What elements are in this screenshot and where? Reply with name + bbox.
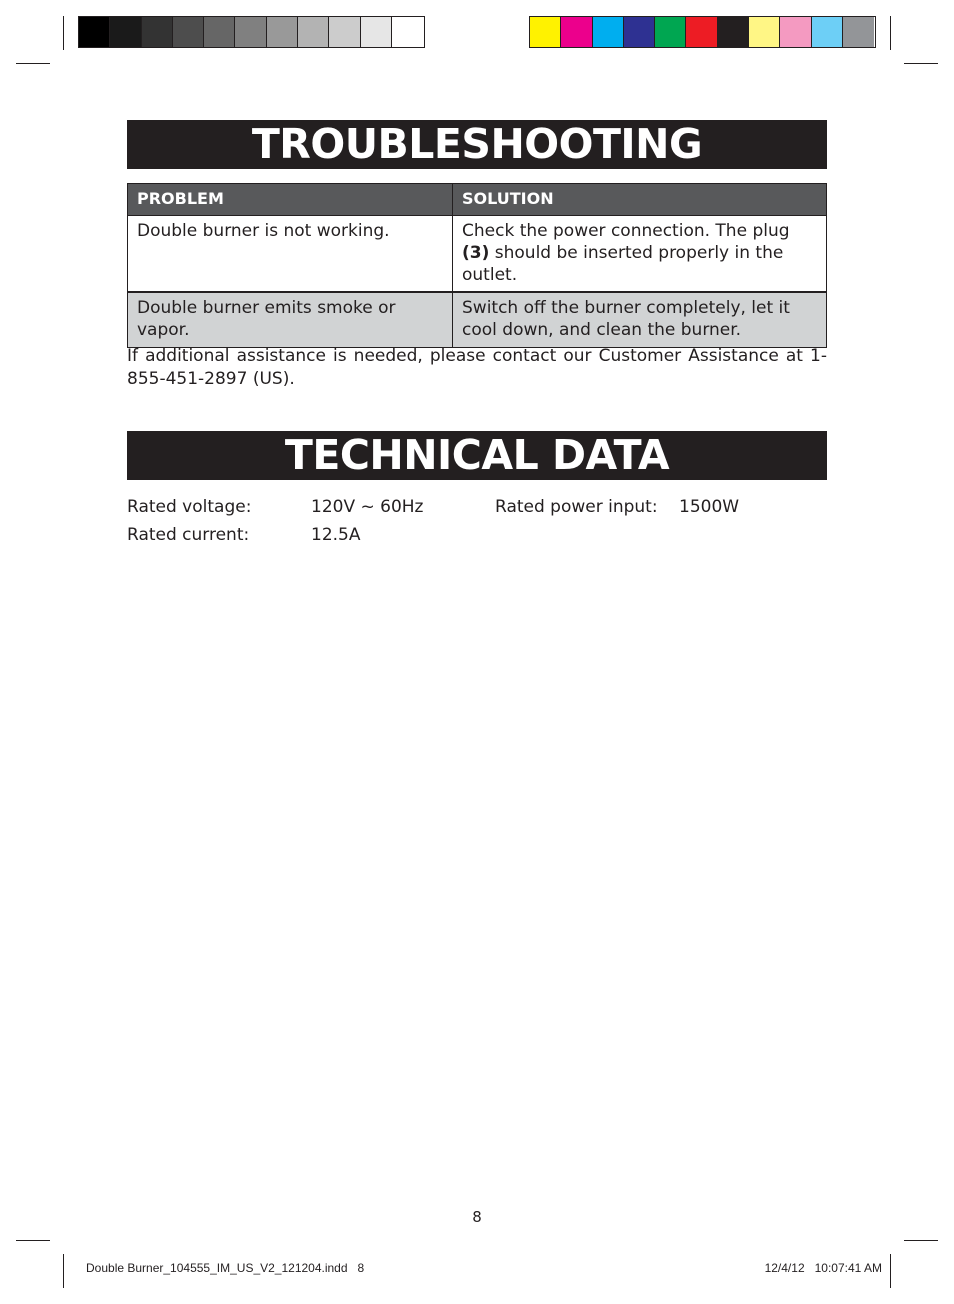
solution-cell: Switch off the burner completely, let it cool down, and clean the burner.	[453, 292, 827, 348]
color-swatch	[780, 17, 811, 47]
problem-cell: Double burner emits smoke or vapor.	[128, 292, 453, 348]
color-swatch	[361, 17, 392, 47]
footer-file-info: Double Burner_104555_IM_US_V2_121204.indd 8	[86, 1261, 365, 1275]
color-swatch	[843, 17, 874, 47]
color-swatch	[173, 17, 204, 47]
part-reference: (3)	[462, 243, 490, 263]
rated-voltage-label: Rated voltage:	[127, 497, 252, 517]
rated-voltage-value: 120V ~ 60Hz	[311, 497, 424, 517]
grayscale-color-bar	[78, 16, 425, 48]
color-swatch	[298, 17, 329, 47]
solution-header: SOLUTION	[453, 184, 827, 216]
color-swatch	[329, 17, 360, 47]
color-swatch	[267, 17, 298, 47]
color-swatch	[204, 17, 235, 47]
color-swatch	[142, 17, 173, 47]
color-swatch	[718, 17, 749, 47]
color-swatch	[624, 17, 655, 47]
crop-mark	[890, 1254, 891, 1288]
rated-current-label: Rated current:	[127, 525, 250, 545]
crop-mark	[16, 63, 50, 64]
color-swatch	[593, 17, 624, 47]
rated-power-label: Rated power input:	[495, 497, 658, 517]
crop-mark	[63, 1254, 64, 1288]
rated-power-value: 1500W	[679, 497, 740, 517]
process-color-bar	[529, 16, 876, 48]
color-swatch	[655, 17, 686, 47]
troubleshooting-table	[127, 183, 827, 348]
color-swatch	[686, 17, 717, 47]
color-swatch	[392, 17, 423, 47]
crop-mark	[904, 1240, 938, 1241]
color-swatch	[235, 17, 266, 47]
table-row	[128, 292, 827, 348]
page-number: 8	[472, 1208, 482, 1226]
troubleshooting-title: TROUBLESHOOTING	[127, 120, 827, 169]
color-swatch	[110, 17, 141, 47]
problem-cell: Double burner is not working.	[128, 216, 453, 293]
problem-header: PROBLEM	[128, 184, 453, 216]
assistance-paragraph: If additional assistance is needed, please contact our Customer Assistance at 1-855-451-2897 (US).	[127, 346, 827, 389]
color-swatch	[561, 17, 592, 47]
color-swatch	[749, 17, 780, 47]
crop-mark	[63, 16, 64, 50]
color-swatch	[812, 17, 843, 47]
crop-mark	[904, 63, 938, 64]
table-row	[128, 216, 827, 293]
color-swatch	[530, 17, 561, 47]
solution-cell	[453, 216, 827, 293]
rated-current-value: 12.5A	[311, 525, 361, 545]
footer-date: 12/4/12 10:07:41 AM	[764, 1261, 882, 1275]
crop-mark	[16, 1240, 50, 1241]
solution-text: Check the power connection. The plug	[462, 221, 790, 241]
technical-data-title: TECHNICAL DATA	[127, 431, 827, 480]
table-header-row	[128, 184, 827, 216]
crop-mark	[890, 16, 891, 50]
color-swatch	[79, 17, 110, 47]
solution-text: should be inserted properly in the outlet.	[462, 243, 784, 285]
